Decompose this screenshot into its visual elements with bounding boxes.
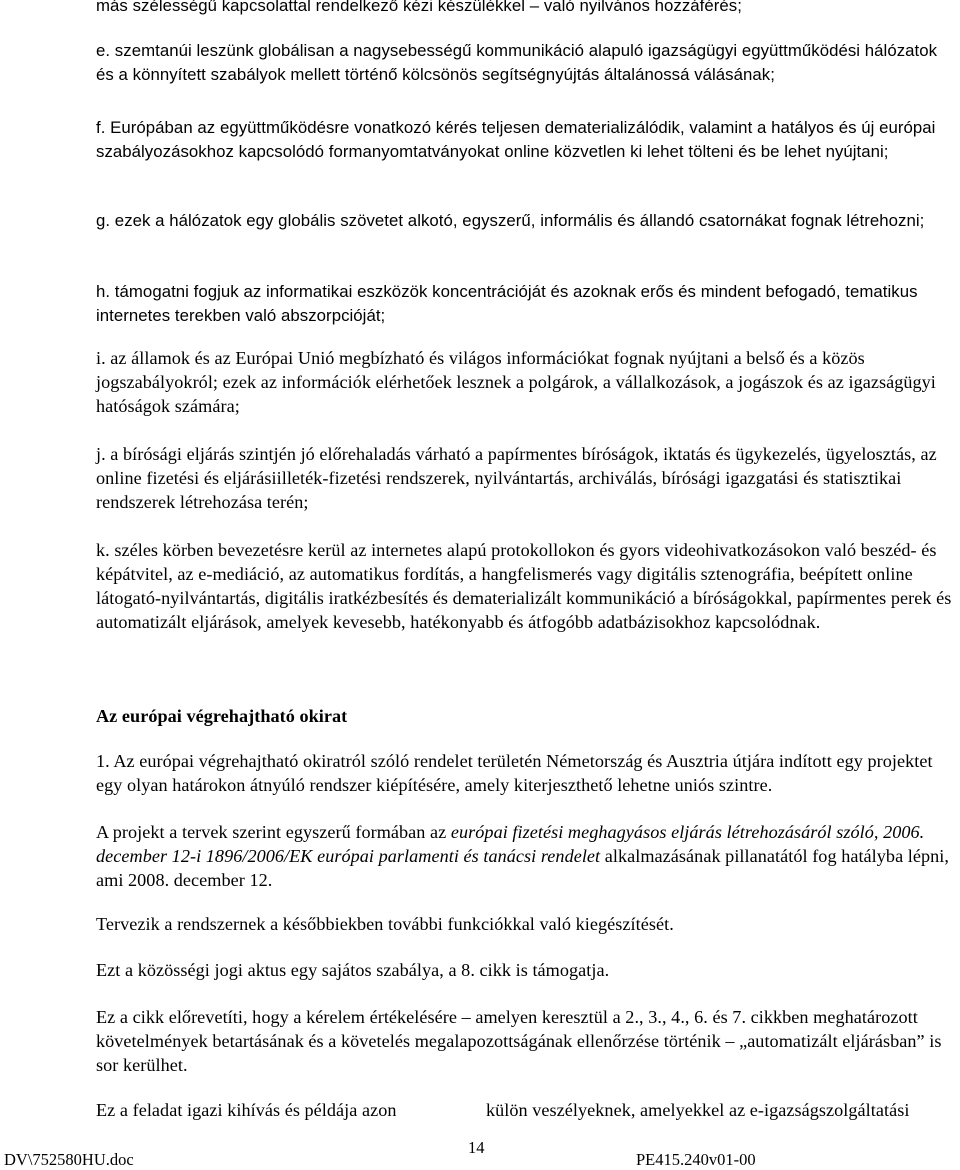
regulation-title: európai fizetési meghagyásos eljárás létrehozásáról szóló, 2006. december 12-i 1896/2006/EK európai parlamenti és tanácsi rendelet bbox=[96, 822, 925, 866]
section-heading: Az európai végrehajtható okirat bbox=[96, 706, 348, 726]
page-number: 14 bbox=[468, 1138, 485, 1157]
paragraph-4: Ezt a közösségi jogi aktus egy sajátos szabálya, a 8. cikk is támogatja. bbox=[96, 960, 610, 980]
list-item-k: k. széles körben bevezetésre kerül az internetes alapú protokollokon és gyors videohivatkozásokon való beszéd- és képátvitel, az e-mediáció, az automatikus fordítás, a hangfelismerés vagy digitális sztenográfia, beépített online látogató-nyilvántartás, digitális iratkézbesítés és dematerializált kommunikáció a bíróságokkal, papírmentes perek és automatizált eljárások, amelyek kevesebb, hatékonyabb és átfogóbb adatbázisokhoz kapcsolódnak. bbox=[96, 540, 952, 632]
list-item-e: e. szemtanúi leszünk globálisan a nagysebességű kommunikáció alapuló igazságügyi együttműködési hálózatok és a könnyített szabályok mellett történő kölcsönös segítségnyújtás általánossá válásának; bbox=[96, 41, 938, 84]
paragraph-3: Tervezik a rendszernek a későbbiekben további funkciókkal való kiegészítését. bbox=[96, 914, 674, 934]
doc-reference: DV\752580HU.doc bbox=[4, 1150, 134, 1169]
list-item-g: g. ezek a hálózatok egy globális szövetet alkotó, egyszerű, informális és állandó csatornákat fognak létrehozni; bbox=[96, 211, 925, 230]
paragraph-6-right: külön veszélyeknek, amelyekkel az e-igazságszolgáltatási bbox=[486, 1100, 910, 1120]
list-item-f: f. Európában az együttműködésre vonatkozó kérés teljesen dematerializálódik, valamint a hatályos és új európai szabályozásokhoz kapcsolódó formanyomtatványokat online közvetlen ki lehet tölteni és be lehet nyújtani; bbox=[96, 118, 936, 161]
paragraph-5: Ez a cikk előrevetíti, hogy a kérelem értékelésére – amelyen keresztül a 2., 3., 4., 6. és 7. cikkben meghatározott követelmények betartásának és a követelés megalapozottságának ellenőrzése történik – „automatizált eljárásban” is sor kerülhet. bbox=[96, 1007, 942, 1075]
list-item-j: j. a bírósági eljárás szintjén jó előrehaladás várható a papírmentes bíróságok, iktatás és ügykezelés, ügyelosztás, az online fizetési és eljárásiilleték-fizetési rendszerek, nyilvántartás, archiválás, bírósági igazgatási és statisztikai rendszerek létrehozása terén; bbox=[96, 444, 937, 512]
paragraph-2 bbox=[96, 820, 956, 892]
paragraph-1: 1. Az európai végrehajtható okiratról szóló rendelet területén Németország és Ausztria útjára indított egy projektet egy olyan határokon átnyúló rendszer kiépítésére, amely kiterjeszthető lehetne uniós szintre. bbox=[96, 751, 933, 795]
list-item-i: i. az államok és az Európai Unió megbízható és világos információkat fognak nyújtani a belső és a közös jogszabályokról; ezek az információk elérhetőek lesznek a polgárok, a vállalkozások, a jogászok és az igazságügyi hatóságok számára; bbox=[96, 348, 936, 416]
paragraph-6-left: Ez a feladat igazi kihívás és példája azon bbox=[96, 1100, 397, 1120]
paragraph-2-lead: A projekt a tervek szerint egyszerű formában az bbox=[96, 822, 451, 842]
document-code: PE415.240v01-00 bbox=[636, 1150, 756, 1169]
list-item-h: h. támogatni fogjuk az informatikai eszközök koncentrációját és azoknak erős és mindent befogadó, tematikus internetes terekben való abszorpcióját; bbox=[96, 282, 918, 325]
list-item-d-tail: más szélességű kapcsolattal rendelkező kézi készülékkel – való nyilvános hozzáférés; bbox=[96, 0, 742, 15]
paragraph-2-tail: alkalmazásának pillanatától fog hatályba lépni, ami 2008. december 12. bbox=[96, 846, 950, 890]
